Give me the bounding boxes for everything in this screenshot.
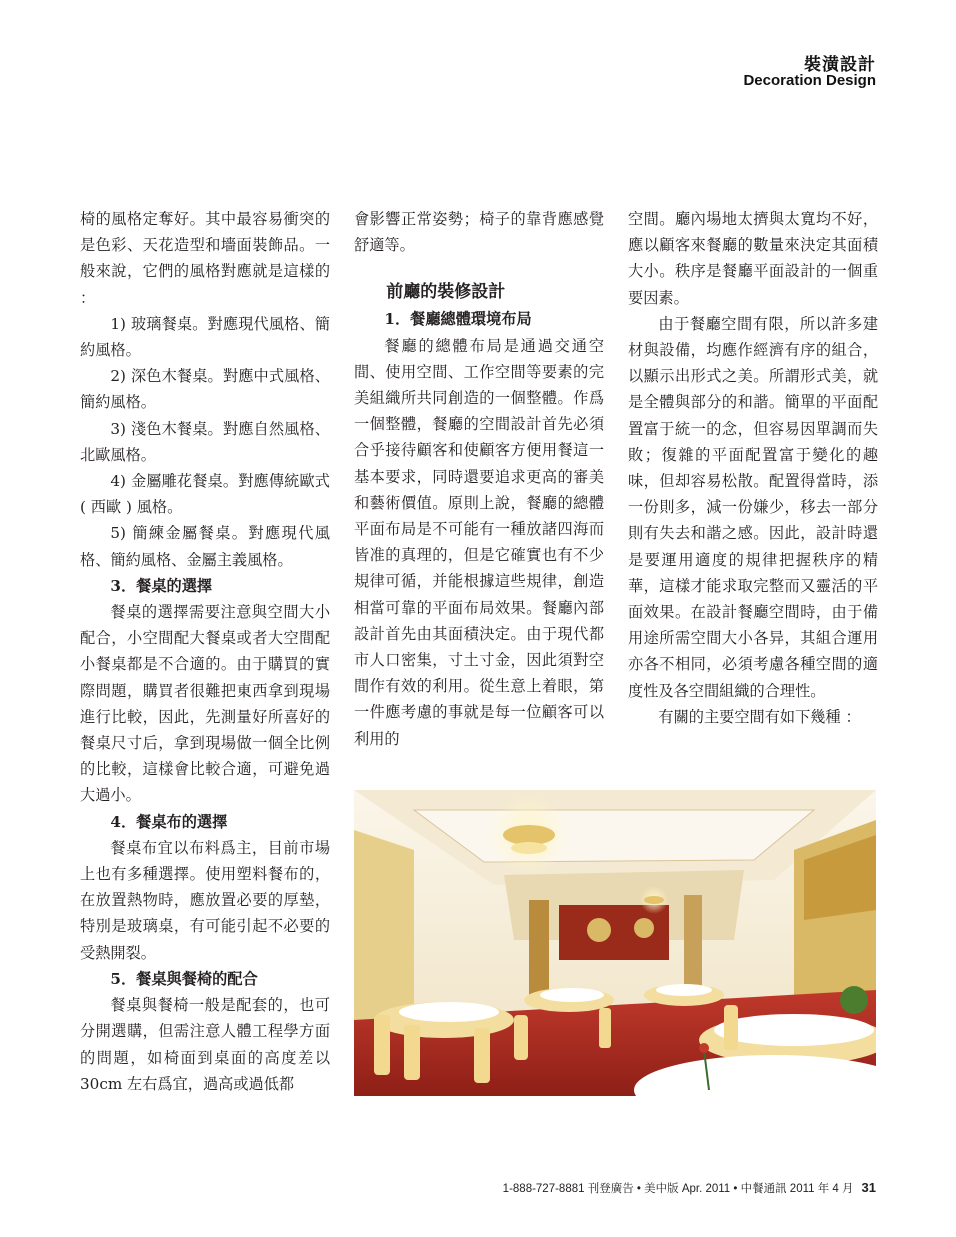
subheading: 5．餐桌與餐椅的配合 (110, 969, 258, 988)
column-1 (80, 206, 330, 1097)
list-item: 3) 淺色木餐桌。對應自然風格、北歐風格。 (80, 419, 330, 464)
paragraph: 會影響正常姿勢；椅子的靠背應感覺舒適等。 (354, 210, 604, 255)
restaurant-hall-photo (354, 790, 876, 1096)
paragraph: 有關的主要空間有如下幾種 ： (658, 707, 861, 726)
column-2 (354, 206, 604, 752)
paragraph: 椅的風格定奪好。其中最容易衝突的是色彩、天花造型和墻面裝飾品。一般來說，它們的風格對應就是這樣的 ： (80, 210, 330, 307)
list-item: 5) 簡練金屬餐桌。對應現代風格、簡約風格、金屬主義風格。 (80, 524, 330, 569)
subheading: 1．餐廳總體環境布局 (384, 310, 532, 329)
paragraph: 空間。廳內場地太擠與太寬均不好，應以顧客來餐廳的數量來決定其面積大小。秩序是餐廳平面設計的一個重要因素。 (628, 210, 878, 307)
header-title-en: Decoration Design (743, 72, 876, 89)
subheading: 4．餐桌布的選擇 (110, 812, 228, 831)
paragraph: 餐桌與餐椅一般是配套的，也可分開選購，但需注意人體工程學方面的問題，如椅面到桌面的高度差以 30cm 左右爲宜，過高或過低都 (80, 996, 330, 1093)
list-item: 2) 深色木餐桌。對應中式風格、簡約風格。 (80, 367, 330, 412)
subheading: 3．餐桌的選擇 (110, 576, 213, 595)
header-title-cn: 裝潢設計 (804, 55, 876, 75)
paragraph: 由于餐廳空間有限，所以許多建材與設備，均應作經濟有序的組合，以顯示出形式之美。所謂形式美，就是全體與部分的和諧。簡單的平面配置富于統一的念，但容易因單調而失敗；復雜的平面配置富于變化的趣味，但却容易松散。配置得當時，添一份則多，減一份嫌少，移去一部分則有失去和諧之感。因此，設計時還是要運用適度的規律把握秩序的精華，這樣才能求取完整而又靈活的平面效果。在設計餐廳空間時，由于備用途所需空間大小各异，其組合運用亦各不相同，必須考慮各種空間的適度性及各空間組織的合理性。 (628, 314, 878, 700)
list-item: 1) 玻璃餐桌。對應現代風格、簡約風格。 (80, 314, 330, 360)
paragraph: 餐廳的總體布局是通過交通空間、使用空間、工作空間等要素的完美組織所共同創造的一個整體。作爲一個整體，餐廳的空間設計首先必須合乎接待顧客和使顧客方便用餐這一基本要求，同時還要追求更高的審美和藝術價值。原則上說，餐廳的總體平面布局是不可能有一種放諸四海而皆准的真理的，但是它確實也有不少規律可循，并能根據這些規律，創造相當可靠的平面布局效果。餐廳內部設計首先由其面積決定。由于現代都市人口密集，寸土寸金，因此須對空間作有效的利用。從生意上着眼，第一件應考慮的事就是每一位顧客可以利用的 (354, 336, 604, 748)
footer-text: 1-888-727-8881 刊登廣告 • 美中版 Apr. 2011 • 中餐通訊 2011 年 4 月 (502, 1183, 854, 1195)
column-3 (628, 206, 878, 730)
page-footer (503, 1180, 876, 1196)
list-item: 4) 金屬雕花餐桌。對應傳統歐式 ( 西歐 ) 風格。 (80, 472, 330, 517)
section-heading: 前廳的裝修設計 (386, 282, 506, 303)
paragraph: 餐桌布宜以布料爲主，目前市場上也有多種選擇。使用塑料餐布的，在放置熱物時，應放置必要的厚墊，特別是玻璃桌，有可能引起不必要的受熱開裂。 (80, 838, 330, 962)
page-number: 31 (861, 1180, 876, 1195)
paragraph: 餐桌的選擇需要注意與空間大小配合，小空間配大餐桌或者大空間配小餐桌都是不合適的。由于購買的實際問題，購買者很難把東西拿到現場進行比較，因此，先測量好所喜好的餐桌尺寸后，拿到現場做一個全比例的比較，這樣會比較合適，可避免過大過小。 (80, 603, 330, 805)
